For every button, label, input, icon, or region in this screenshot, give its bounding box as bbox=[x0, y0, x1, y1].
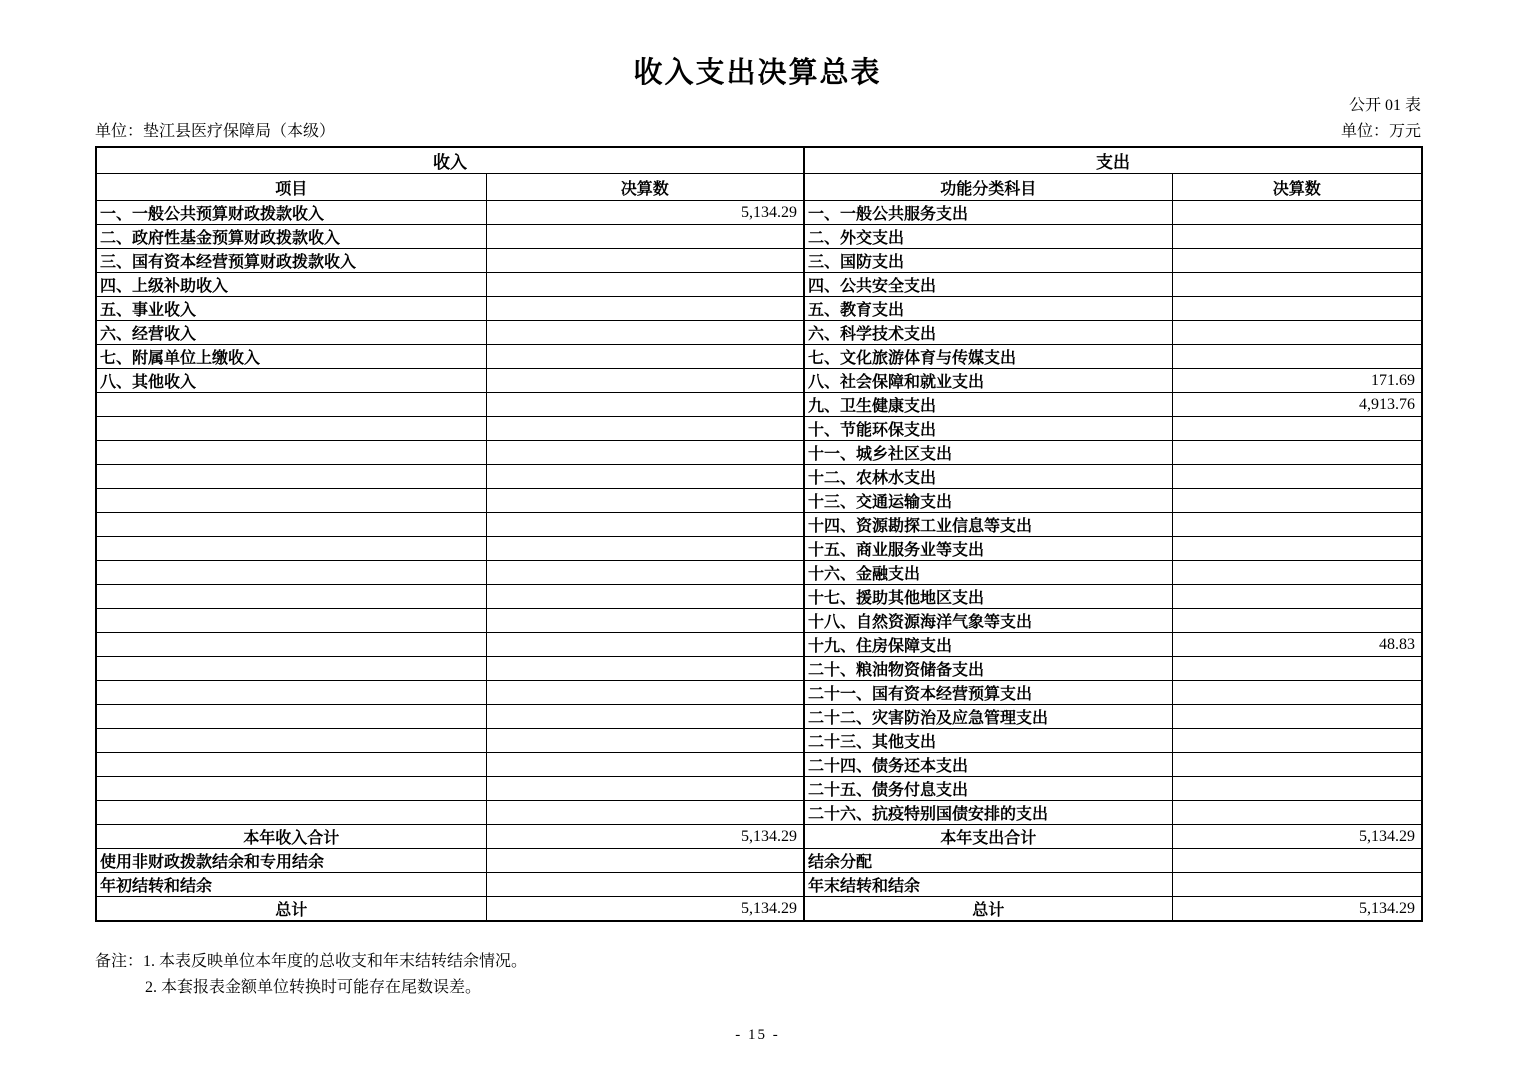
income-summary-value-cell: 5,134.29 bbox=[486, 897, 804, 922]
expenditure-value-cell bbox=[1172, 705, 1422, 729]
expenditure-value-cell bbox=[1172, 249, 1422, 273]
income-item-cell bbox=[96, 513, 486, 537]
expenditure-item-cell: 十九、住房保障支出 bbox=[804, 633, 1172, 657]
income-item-cell bbox=[96, 417, 486, 441]
expenditure-value-cell: 48.83 bbox=[1172, 633, 1422, 657]
expenditure-summary-value-cell bbox=[1172, 849, 1422, 873]
income-item-cell: 一、一般公共预算财政拨款收入 bbox=[96, 201, 486, 225]
table-row bbox=[96, 561, 1422, 585]
expenditure-item-cell: 六、科学技术支出 bbox=[804, 321, 1172, 345]
doc-type-label: 公开 01 表 bbox=[1348, 97, 1421, 114]
expenditure-value-cell bbox=[1172, 417, 1422, 441]
table-row bbox=[96, 465, 1422, 489]
table-row bbox=[96, 225, 1422, 249]
table-row bbox=[96, 297, 1422, 321]
expenditure-value-cell bbox=[1172, 321, 1422, 345]
table-footer-row bbox=[96, 897, 1422, 922]
table-row bbox=[96, 801, 1422, 825]
income-item-cell bbox=[96, 489, 486, 513]
expenditure-value-cell bbox=[1172, 681, 1422, 705]
table-row bbox=[96, 393, 1422, 417]
expenditure-value-cell: 4,913.76 bbox=[1172, 393, 1422, 417]
income-item-cell bbox=[96, 465, 486, 489]
expenditure-value-cell bbox=[1172, 729, 1422, 753]
expenditure-value-cell bbox=[1172, 801, 1422, 825]
table-row bbox=[96, 729, 1422, 753]
expenditure-summary-label-cell: 总计 bbox=[804, 897, 1172, 922]
expenditure-item-cell: 三、国防支出 bbox=[804, 249, 1172, 273]
expenditure-value-cell bbox=[1172, 441, 1422, 465]
expenditure-item-cell: 二十五、债务付息支出 bbox=[804, 777, 1172, 801]
income-value-cell bbox=[486, 705, 804, 729]
expenditure-item-cell: 二、外交支出 bbox=[804, 225, 1172, 249]
table-row bbox=[96, 585, 1422, 609]
table-row bbox=[96, 513, 1422, 537]
expenditure-item-column-header: 功能分类科目 bbox=[804, 174, 1172, 201]
income-item-cell bbox=[96, 393, 486, 417]
income-item-cell bbox=[96, 609, 486, 633]
income-value-cell bbox=[486, 633, 804, 657]
expenditure-item-cell: 二十、粮油物资储备支出 bbox=[804, 657, 1172, 681]
income-value-cell bbox=[486, 753, 804, 777]
expenditure-summary-value-cell bbox=[1172, 873, 1422, 897]
expenditure-value-cell bbox=[1172, 465, 1422, 489]
table-row bbox=[96, 441, 1422, 465]
income-item-cell bbox=[96, 705, 486, 729]
income-value-cell bbox=[486, 657, 804, 681]
expenditure-value-cell bbox=[1172, 753, 1422, 777]
income-item-cell bbox=[96, 753, 486, 777]
income-value-cell bbox=[486, 273, 804, 297]
table-row bbox=[96, 633, 1422, 657]
section-header-row bbox=[96, 147, 1422, 174]
table-row bbox=[96, 417, 1422, 441]
income-value-cell bbox=[486, 321, 804, 345]
table-row bbox=[96, 345, 1422, 369]
expenditure-value-cell bbox=[1172, 609, 1422, 633]
expenditure-summary-label-cell: 年末结转和结余 bbox=[804, 873, 1172, 897]
expenditure-value-cell bbox=[1172, 537, 1422, 561]
income-summary-label-cell: 年初结转和结余 bbox=[96, 873, 486, 897]
expenditure-item-cell: 十六、金融支出 bbox=[804, 561, 1172, 585]
expenditure-item-cell: 二十四、债务还本支出 bbox=[804, 753, 1172, 777]
expenditure-summary-value-cell: 5,134.29 bbox=[1172, 897, 1422, 922]
expenditure-item-cell: 十三、交通运输支出 bbox=[804, 489, 1172, 513]
income-value-cell bbox=[486, 225, 804, 249]
expenditure-item-cell: 七、文化旅游体育与传媒支出 bbox=[804, 345, 1172, 369]
expenditure-item-cell: 十五、商业服务业等支出 bbox=[804, 537, 1172, 561]
income-value-cell bbox=[486, 801, 804, 825]
table-row bbox=[96, 201, 1422, 225]
table-row bbox=[96, 537, 1422, 561]
income-summary-label-cell: 使用非财政拨款结余和专用结余 bbox=[96, 849, 486, 873]
expenditure-value-column-header: 决算数 bbox=[1172, 174, 1422, 201]
income-value-cell bbox=[486, 585, 804, 609]
expenditure-value-cell bbox=[1172, 513, 1422, 537]
income-summary-label-cell: 本年收入合计 bbox=[96, 825, 486, 849]
table-row bbox=[96, 609, 1422, 633]
income-item-cell: 八、其他收入 bbox=[96, 369, 486, 393]
table-footer-row bbox=[96, 849, 1422, 873]
table-row bbox=[96, 657, 1422, 681]
income-item-column-header: 项目 bbox=[96, 174, 486, 201]
income-item-cell bbox=[96, 729, 486, 753]
expenditure-item-cell: 二十二、灾害防治及应急管理支出 bbox=[804, 705, 1172, 729]
expenditure-item-cell: 二十六、抗疫特别国债安排的支出 bbox=[804, 801, 1172, 825]
unit-currency-label: 单位：万元 bbox=[1340, 123, 1421, 140]
table-footer-row bbox=[96, 873, 1422, 897]
table-row bbox=[96, 705, 1422, 729]
income-item-cell bbox=[96, 801, 486, 825]
income-value-column-header: 决算数 bbox=[486, 174, 804, 201]
income-item-cell: 二、政府性基金预算财政拨款收入 bbox=[96, 225, 486, 249]
expenditure-summary-label-cell: 结余分配 bbox=[804, 849, 1172, 873]
table-footer bbox=[96, 825, 1422, 922]
expenditure-section-header: 支出 bbox=[804, 147, 1422, 174]
income-section-header: 收入 bbox=[96, 147, 804, 174]
note-line-1: 备注：1. 本表反映单位本年度的总收支和年末结转结余情况。 bbox=[95, 953, 528, 970]
expenditure-item-cell: 五、教育支出 bbox=[804, 297, 1172, 321]
income-value-cell bbox=[486, 249, 804, 273]
income-item-cell bbox=[96, 561, 486, 585]
income-item-cell bbox=[96, 633, 486, 657]
table-row bbox=[96, 369, 1422, 393]
expenditure-item-cell: 十四、资源勘探工业信息等支出 bbox=[804, 513, 1172, 537]
income-item-cell bbox=[96, 537, 486, 561]
income-item-cell: 六、经营收入 bbox=[96, 321, 486, 345]
table-row bbox=[96, 489, 1422, 513]
income-value-cell bbox=[486, 441, 804, 465]
expenditure-value-cell bbox=[1172, 777, 1422, 801]
income-summary-value-cell bbox=[486, 849, 804, 873]
expenditure-value-cell bbox=[1172, 273, 1422, 297]
table-row bbox=[96, 753, 1422, 777]
expenditure-value-cell bbox=[1172, 225, 1422, 249]
table-row bbox=[96, 273, 1422, 297]
income-value-cell: 5,134.29 bbox=[486, 201, 804, 225]
unit-name-label: 单位：垫江县医疗保障局（本级） bbox=[95, 123, 336, 140]
expenditure-summary-value-cell: 5,134.29 bbox=[1172, 825, 1422, 849]
income-value-cell bbox=[486, 417, 804, 441]
summary-table bbox=[95, 146, 1423, 922]
income-item-cell: 四、上级补助收入 bbox=[96, 273, 486, 297]
income-summary-value-cell bbox=[486, 873, 804, 897]
expenditure-value-cell bbox=[1172, 657, 1422, 681]
income-value-cell bbox=[486, 489, 804, 513]
expenditure-item-cell: 八、社会保障和就业支出 bbox=[804, 369, 1172, 393]
income-value-cell bbox=[486, 297, 804, 321]
expenditure-item-cell: 十七、援助其他地区支出 bbox=[804, 585, 1172, 609]
expenditure-item-cell: 十、节能环保支出 bbox=[804, 417, 1172, 441]
expenditure-value-cell bbox=[1172, 489, 1422, 513]
expenditure-item-cell: 一、一般公共服务支出 bbox=[804, 201, 1172, 225]
notes-block bbox=[95, 949, 527, 1001]
table-body bbox=[96, 201, 1422, 825]
expenditure-value-cell bbox=[1172, 297, 1422, 321]
table-footer-row bbox=[96, 825, 1422, 849]
income-value-cell bbox=[486, 513, 804, 537]
table-row bbox=[96, 681, 1422, 705]
expenditure-summary-label-cell: 本年支出合计 bbox=[804, 825, 1172, 849]
income-item-cell bbox=[96, 585, 486, 609]
expenditure-item-cell: 四、公共安全支出 bbox=[804, 273, 1172, 297]
income-item-cell: 五、事业收入 bbox=[96, 297, 486, 321]
page-title: 收入支出决算总表 bbox=[633, 57, 882, 89]
income-value-cell bbox=[486, 561, 804, 585]
income-summary-label-cell: 总计 bbox=[96, 897, 486, 922]
income-value-cell bbox=[486, 369, 804, 393]
expenditure-item-cell: 十二、农林水支出 bbox=[804, 465, 1172, 489]
income-item-cell bbox=[96, 681, 486, 705]
income-value-cell bbox=[486, 777, 804, 801]
table-row bbox=[96, 321, 1422, 345]
page-number: - 15 - bbox=[735, 1027, 780, 1043]
income-value-cell bbox=[486, 729, 804, 753]
income-value-cell bbox=[486, 393, 804, 417]
expenditure-value-cell bbox=[1172, 345, 1422, 369]
income-item-cell bbox=[96, 441, 486, 465]
income-value-cell bbox=[486, 345, 804, 369]
table-row bbox=[96, 249, 1422, 273]
income-item-cell: 三、国有资本经营预算财政拨款收入 bbox=[96, 249, 486, 273]
income-value-cell bbox=[486, 609, 804, 633]
expenditure-item-cell: 十一、城乡社区支出 bbox=[804, 441, 1172, 465]
income-value-cell bbox=[486, 681, 804, 705]
expenditure-value-cell bbox=[1172, 561, 1422, 585]
expenditure-item-cell: 十八、自然资源海洋气象等支出 bbox=[804, 609, 1172, 633]
income-value-cell bbox=[486, 537, 804, 561]
unit-info-row bbox=[95, 118, 1421, 141]
expenditure-item-cell: 九、卫生健康支出 bbox=[804, 393, 1172, 417]
expenditure-value-cell bbox=[1172, 201, 1422, 225]
expenditure-value-cell: 171.69 bbox=[1172, 369, 1422, 393]
table-row bbox=[96, 777, 1422, 801]
expenditure-value-cell bbox=[1172, 585, 1422, 609]
expenditure-item-cell: 二十一、国有资本经营预算支出 bbox=[804, 681, 1172, 705]
column-header-row bbox=[96, 174, 1422, 201]
income-item-cell bbox=[96, 657, 486, 681]
income-item-cell: 七、附属单位上缴收入 bbox=[96, 345, 486, 369]
income-value-cell bbox=[486, 465, 804, 489]
income-item-cell bbox=[96, 777, 486, 801]
expenditure-item-cell: 二十三、其他支出 bbox=[804, 729, 1172, 753]
income-summary-value-cell: 5,134.29 bbox=[486, 825, 804, 849]
note-line-2: 2. 本套报表金额单位转换时可能存在尾数误差。 bbox=[145, 979, 482, 996]
